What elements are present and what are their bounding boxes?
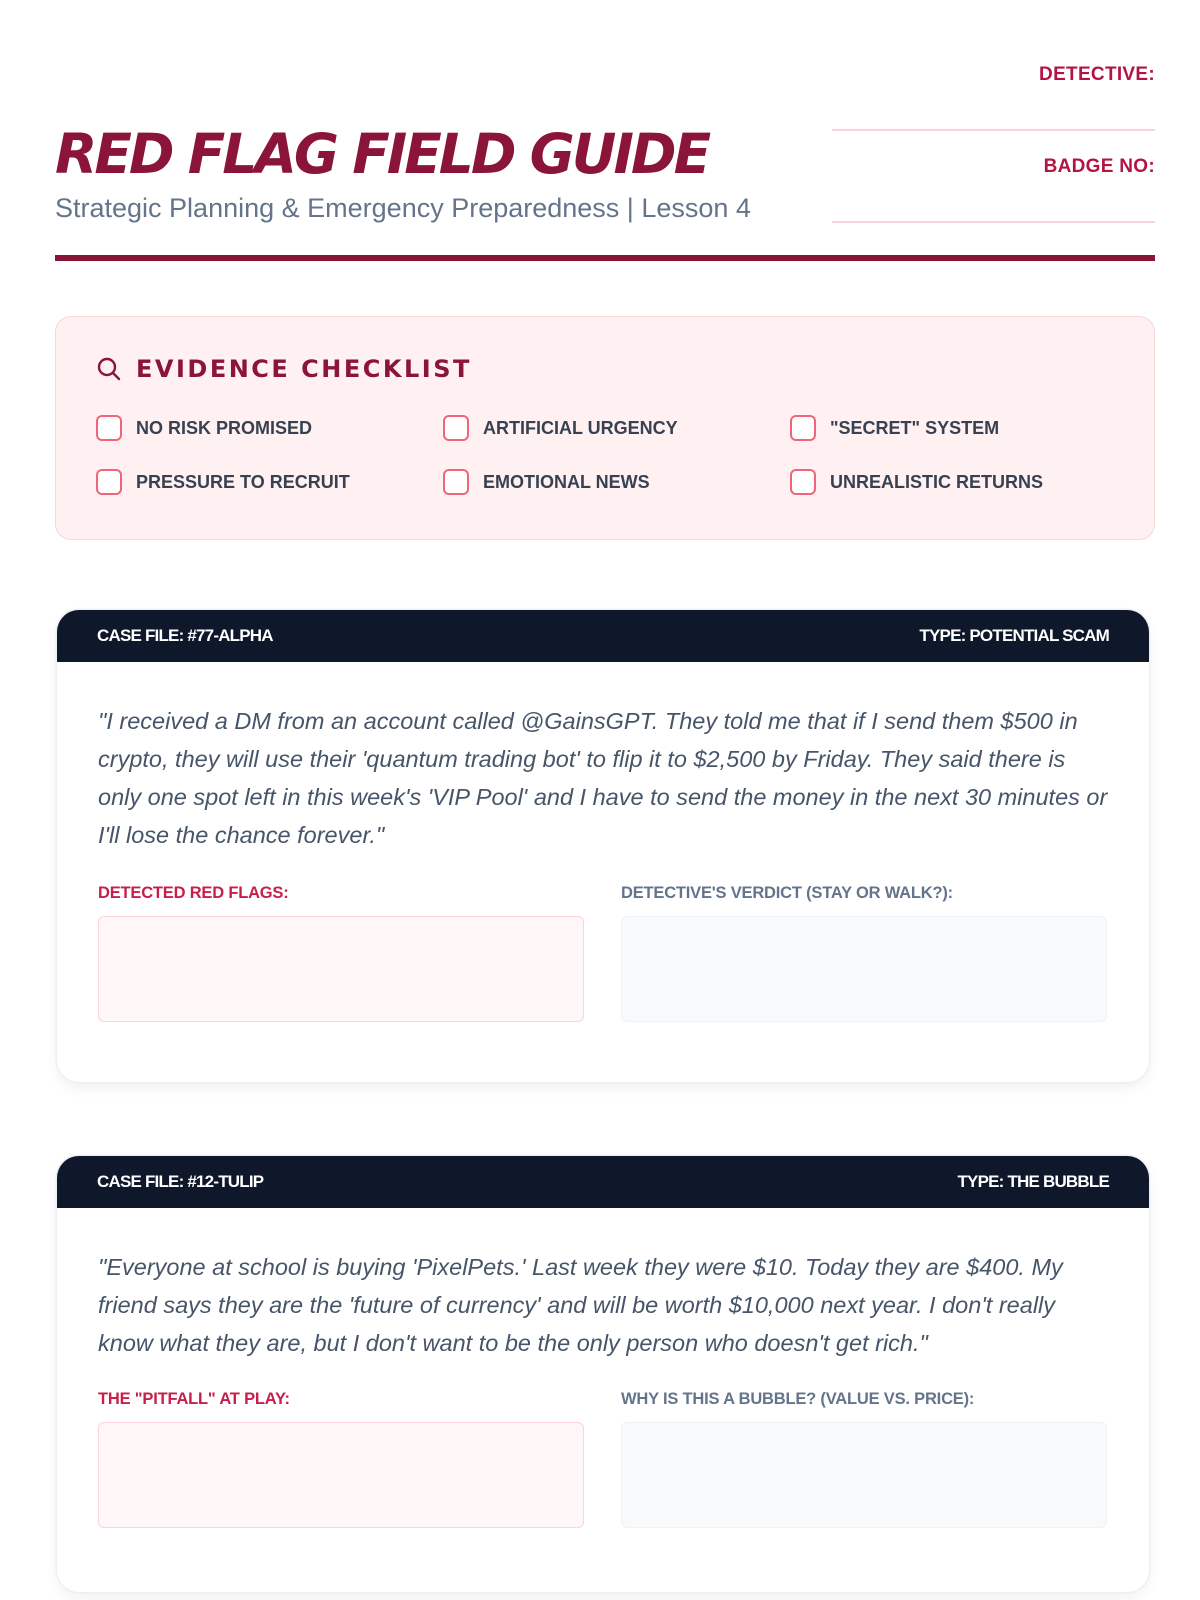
page-header: [55, 50, 1155, 260]
case-file-card: [57, 610, 1149, 1082]
page-title: RED FLAG FIELD GUIDE: [55, 122, 709, 186]
bubble-reason-input[interactable]: [621, 1422, 1107, 1528]
checklist-item-unrealistic-returns[interactable]: [790, 469, 1136, 495]
checkbox[interactable]: [443, 415, 469, 441]
case-file-type: TYPE: POTENTIAL SCAM: [919, 626, 1109, 645]
search-icon: [96, 356, 122, 382]
checkbox[interactable]: [790, 415, 816, 441]
checklist-item-label: NO RISK PROMISED: [136, 417, 313, 438]
verdict-input[interactable]: [621, 916, 1107, 1022]
identity-fields: [832, 50, 1155, 230]
checklist-item-label: EMOTIONAL NEWS: [483, 471, 650, 492]
checklist-item-label: PRESSURE TO RECRUIT: [136, 471, 350, 492]
checklist-title: EVIDENCE CHECKLIST: [136, 355, 472, 383]
checklist-item-label: UNREALISTIC RETURNS: [830, 471, 1044, 492]
pitfall-label: THE "PITFALL" AT PLAY:: [98, 1390, 290, 1408]
case-file-id: CASE FILE: #12-TULIP: [97, 1172, 264, 1191]
checklist-item-emotional-news[interactable]: [443, 469, 790, 495]
checklist-header: [96, 355, 472, 383]
badge-label: BADGE NO:: [1043, 156, 1155, 177]
red-flags-label: DETECTED RED FLAGS:: [98, 884, 289, 902]
detective-label: DETECTIVE:: [1039, 64, 1155, 85]
case-file-type: TYPE: THE BUBBLE: [957, 1172, 1109, 1191]
checklist-item-secret-system[interactable]: [790, 415, 1136, 441]
checklist-item-artificial-urgency[interactable]: [443, 415, 790, 441]
header-divider: [55, 255, 1155, 261]
checklist-item-label: "SECRET" SYSTEM: [830, 417, 1000, 438]
detective-field[interactable]: [832, 129, 1155, 131]
checklist-item-label: ARTIFICIAL URGENCY: [483, 417, 678, 438]
case-quote: "I received a DM from an account called @GainsGPT. They told me that if I send them $500 in crypto, they will use their 'quantum trading bot' to flip it to $2,500 by Friday. They said there is only one spot left in this week's 'VIP Pool' and I have to send the money in the next 30 minutes or I'll lose the chance forever.": [98, 708, 1108, 848]
checklist-item-pressure-to-recruit[interactable]: [96, 469, 443, 495]
case-file-card: [57, 1156, 1149, 1592]
checklist-item-no-risk-promised[interactable]: [96, 415, 443, 441]
pitfall-input[interactable]: [98, 1422, 584, 1528]
verdict-label: DETECTIVE'S VERDICT (STAY OR WALK?):: [621, 884, 953, 902]
red-flags-input[interactable]: [98, 916, 584, 1022]
checkbox[interactable]: [443, 469, 469, 495]
case-quote: "Everyone at school is buying 'PixelPets.' Last week they were $10. Today they are $400. My friend says they are the 'future of currency' and will be worth $10,000 next year. I don't really know what they are, but I don't want to be the only person who doesn't get rich.": [98, 1254, 1063, 1356]
case-file-header: [57, 610, 1149, 662]
case-file-id: CASE FILE: #77-ALPHA: [97, 626, 273, 645]
badge-field[interactable]: [832, 221, 1155, 223]
checklist-grid: [96, 415, 1136, 495]
checkbox[interactable]: [96, 469, 122, 495]
bubble-reason-label: WHY IS THIS A BUBBLE? (VALUE VS. PRICE):: [621, 1390, 975, 1408]
evidence-checklist: [55, 316, 1155, 540]
checkbox[interactable]: [790, 469, 816, 495]
case-file-header: [57, 1156, 1149, 1208]
checkbox[interactable]: [96, 415, 122, 441]
page-subtitle: Strategic Planning & Emergency Preparedness | Lesson 4: [55, 193, 751, 223]
